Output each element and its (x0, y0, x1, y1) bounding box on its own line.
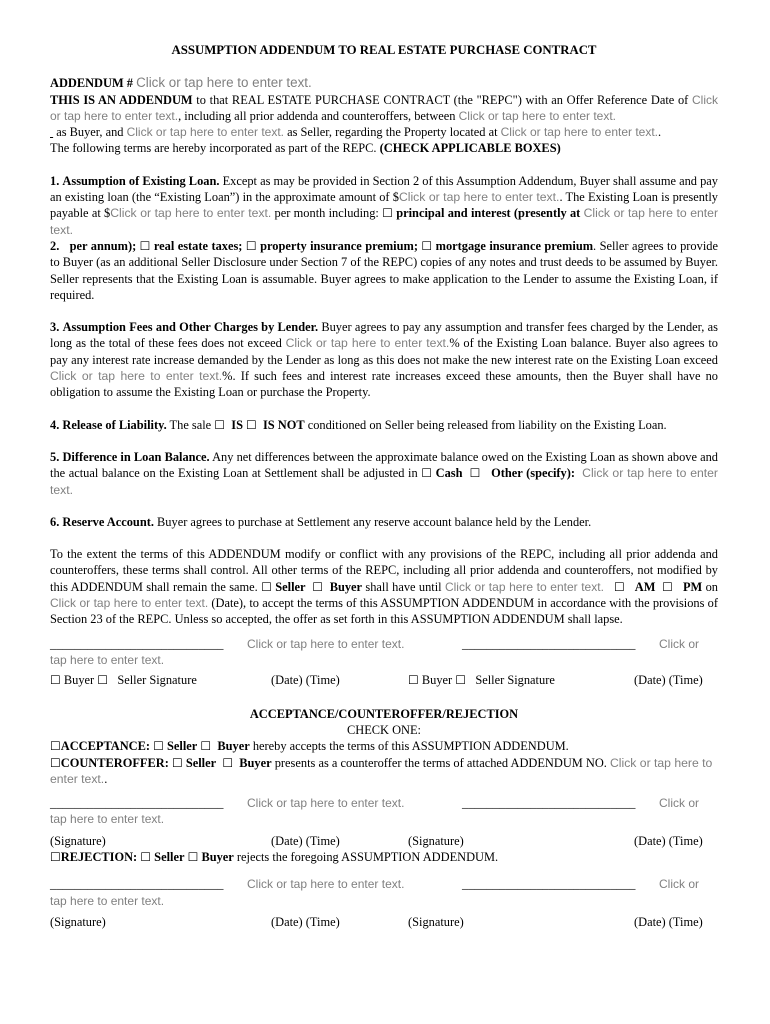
sig1-buyer-checkbox[interactable]: ☐ (50, 672, 61, 687)
offer-date-field[interactable]: Click or tap here to enter text. (50, 92, 718, 123)
section-5-difference: 5. Difference in Loan Balance. Any net differences between the approximate balance owed on the Existing Loan as shown above and the actual balance on the Existing Loan at Settlement shall be adjusted in ☐ Cash ☐ Other (specify): Click or tap here to enter text. (50, 449, 718, 497)
am-checkbox[interactable]: ☐ (613, 579, 625, 594)
other-specify-field[interactable]: Click or tap here to enter text. (50, 466, 718, 497)
rejection-signature-line-1[interactable]: ____________________________ (50, 877, 224, 892)
deadline-time-field[interactable]: Click or tap here to enter text. (444, 579, 604, 594)
counteroffer-checkbox[interactable]: ☐ (50, 755, 61, 770)
is-checkbox[interactable]: ☐ (214, 417, 226, 432)
rejection-checkbox[interactable]: ☐ (50, 850, 61, 865)
buyer-name-field[interactable]: Click or tap here to enter text. (458, 108, 617, 123)
loan-amount-field[interactable]: Click or tap here to enter text. (398, 190, 560, 205)
section-4-release: 4. Release of Liability. The sale ☐ IS ☐ IS NOT conditioned on Seller being released from liability on the Existing Loan. (50, 417, 667, 432)
closing-paragraph: To the extent the terms of this ADDENDUM modify or conflict with any provisions of the REPC, including all prior addenda and counteroffers, these terms shall control. All other terms of the REPC, including all prior addenda and counteroffers, not modified by this ADDENDUM shall remain the same. ☐ Seller ☐ Buyer shall have until Click or tap here to enter text. ☐ AM ☐ PM on Click or tap here to enter text. (Date), to accept the terms of this ASSUMPTION ADDENDUM in accordance with the provisions of Section 23 of the REPC. Unless so accepted, the offer as set forth in this ASSUMPTION ADDENDUM shall lapse. (50, 547, 718, 627)
rejection-buyer-checkbox[interactable]: ☐ (187, 850, 199, 865)
pm-checkbox[interactable]: ☐ (662, 579, 673, 594)
acceptance-buyer-checkbox[interactable]: ☐ (200, 739, 212, 754)
rejection-datetime-field-2[interactable]: Click or tap here to enter text. (50, 877, 700, 908)
cash-checkbox[interactable]: ☐ (421, 466, 433, 481)
intro-paragraph: THIS IS AN ADDENDUM to that REAL ESTATE PURCHASE CONTRACT (the "REPC") with an Offer Reference Date of Click or tap here to enter text., including all prior addenda and counteroffers, between Click or tap here to enter text. as Buyer, and Click or tap here to enter text. as Seller, regarding the Property located at Click or tap here to enter text.. The following terms are hereby incorporated as part of the REPC. (CHECK APPLICABLE BOXES) (50, 92, 718, 156)
section-1-heading: Assumption of Existing Loan. (62, 173, 220, 188)
counteroffer-buyer-checkbox[interactable]: ☐ (222, 755, 234, 770)
acceptance-heading: ACCEPTANCE/COUNTEROFFER/REJECTION (249, 706, 519, 721)
rejection-datetime-field-1[interactable]: Click or tap here to enter text. (247, 877, 405, 892)
counteroffer-datetime-field-1[interactable]: Click or tap here to enter text. (247, 796, 405, 811)
counteroffer-signature-line-1[interactable]: ____________________________ (50, 796, 224, 811)
counteroffer-signature-line-2[interactable]: ____________________________ (462, 796, 636, 811)
counteroffer-signature-labels: (Signature) (Date) (Time) (Signature) (Date) (Time) (50, 834, 703, 849)
section-5-heading: Difference in Loan Balance. (62, 449, 210, 464)
rejection-seller-checkbox[interactable]: ☐ (140, 850, 152, 865)
seller-name-field[interactable]: Click or tap here to enter text. (126, 125, 284, 140)
counteroffer-signature-fields (50, 795, 718, 827)
monthly-payment-field[interactable]: Click or tap here to enter text. (110, 206, 272, 221)
offer-signature-labels: ☐ Buyer ☐ Seller Signature (Date) (Time) ☐ Buyer ☐ Seller Signature (Date) (Time) (50, 672, 703, 687)
rejection-option: ☐REJECTION: ☐ Seller ☐ Buyer rejects the foregoing ASSUMPTION ADDENDUM. (50, 850, 499, 865)
counteroffer-seller-checkbox[interactable]: ☐ (171, 755, 183, 770)
deadline-date-field[interactable]: Click or tap here to enter text. (50, 596, 209, 611)
rejection-signature-line-2[interactable]: ____________________________ (462, 877, 636, 892)
is-not-checkbox[interactable]: ☐ (245, 417, 257, 432)
fee-percent-field[interactable]: Click or tap here to enter text. (285, 336, 450, 351)
check-one-label: CHECK ONE: (347, 722, 421, 737)
addendum-number-line (50, 75, 718, 91)
deadline-buyer-checkbox[interactable]: ☐ (312, 579, 323, 594)
acceptance-checkbox[interactable]: ☐ (50, 739, 61, 754)
counteroffer-addendum-number-field[interactable]: Click or tap here to enter text. (50, 755, 713, 786)
acceptance-seller-checkbox[interactable]: ☐ (153, 739, 164, 754)
section-1-existing-loan: 1. Assumption of Existing Loan. Except as may be provided in Section 2 of this Assumption Addendum, Buyer shall assume and pay an existing loan (the “Existing Loan”) in the approximate amount of $Click or tap here to enter text.. The Existing Loan is presently payable at $Click or tap here to enter text. per month including: ☐ principal and interest (presently at Click or tap here to enter text. 2. per annum); ☐ real estate taxes; ☐ property insurance premium; ☐ mortgage insurance premium. Seller agrees to provide to Buyer (as an additional Seller Disclosure under Section 7 of the REPC) copies of any notes and trust deeds to be assumed by Buyer. Seller represents that the Existing Loan is assumable. Buyer agrees to make application to the Lender to assume the Existing Loan, if required. (50, 173, 719, 302)
section-3-fees: 3. Assumption Fees and Other Charges by Lender. Buyer agrees to pay any assumption and transfer fees charged by the Lender, as long as the total of these fees does not exceed Click or tap here to enter text.% of the Existing Loan balance. Buyer also agrees to pay any interest rate increase demanded by the Lender as long as this does not make the new interest rate on the Existing Loan exceed Click or tap here to enter text.%. If such fees and interest rate increases exceed these amounts, then the Buyer shall have no obligation to assume the Existing Loan or purchase the Property. (50, 320, 718, 400)
interest-rate-field[interactable]: Click or tap here to enter text. (50, 206, 719, 237)
signature-datetime-field-1[interactable]: Click or tap here to enter text. (247, 636, 405, 651)
sig2-buyer-checkbox[interactable]: ☐ (408, 672, 419, 687)
counteroffer-option: ☐COUNTEROFFER: ☐ Seller ☐ Buyer presents as a counteroffer the terms of attached ADDENDUM NO. Click or tap here to enter text.. (50, 755, 713, 786)
counteroffer-datetime-field-2[interactable]: Click or tap here to enter text. (50, 796, 700, 827)
buyer-seller-signature-line-1[interactable]: ____________________________ (50, 636, 224, 651)
section-3-heading: Assumption Fees and Other Charges by Lender. (62, 320, 319, 335)
deadline-seller-checkbox[interactable]: ☐ (261, 579, 272, 594)
addendum-number-field[interactable]: Click or tap here to enter text. (136, 75, 312, 91)
insurance-checkbox[interactable]: ☐ (245, 238, 257, 253)
rejection-signature-fields (50, 876, 718, 908)
rejection-signature-labels: (Signature) (Date) (Time) (Signature) (Date) (Time) (50, 915, 703, 930)
document-title: ASSUMPTION ADDENDUM TO REAL ESTATE PURCHASE CONTRACT (171, 43, 597, 57)
taxes-checkbox[interactable]: ☐ (139, 238, 151, 253)
section-4-heading: Release of Liability. (62, 417, 167, 432)
offer-signature-fields (50, 636, 718, 668)
sig1-seller-checkbox[interactable]: ☐ (97, 672, 109, 687)
principal-checkbox[interactable]: ☐ (382, 206, 393, 221)
property-address-field[interactable]: Click or tap here to enter text. (500, 125, 659, 140)
mortgage-insurance-checkbox[interactable]: ☐ (421, 238, 433, 253)
buyer-seller-signature-line-2[interactable]: ____________________________ (462, 636, 636, 651)
sig1-date-time-label: (Date) (Time) (271, 672, 340, 687)
sig2-date-time-label: (Date) (Time) (634, 672, 703, 687)
addendum-label: ADDENDUM # (50, 76, 133, 91)
acceptance-option: ☐ACCEPTANCE: ☐ Seller ☐ Buyer hereby accepts the terms of this ASSUMPTION ADDENDUM. (50, 739, 569, 754)
sig2-seller-checkbox[interactable]: ☐ (455, 672, 467, 687)
section-6-heading: Reserve Account. (62, 514, 154, 529)
document-page (50, 42, 718, 930)
max-rate-field[interactable]: Click or tap here to enter text. (50, 369, 223, 384)
signature-datetime-field-2[interactable]: Click or tap here to enter text. (50, 636, 700, 667)
this-is-addendum: THIS IS AN ADDENDUM (50, 92, 193, 107)
section-6-reserve: 6. Reserve Account. Buyer agrees to purchase at Settlement any reserve account balance held by the Lender. (50, 514, 592, 529)
other-checkbox[interactable]: ☐ (469, 466, 481, 481)
